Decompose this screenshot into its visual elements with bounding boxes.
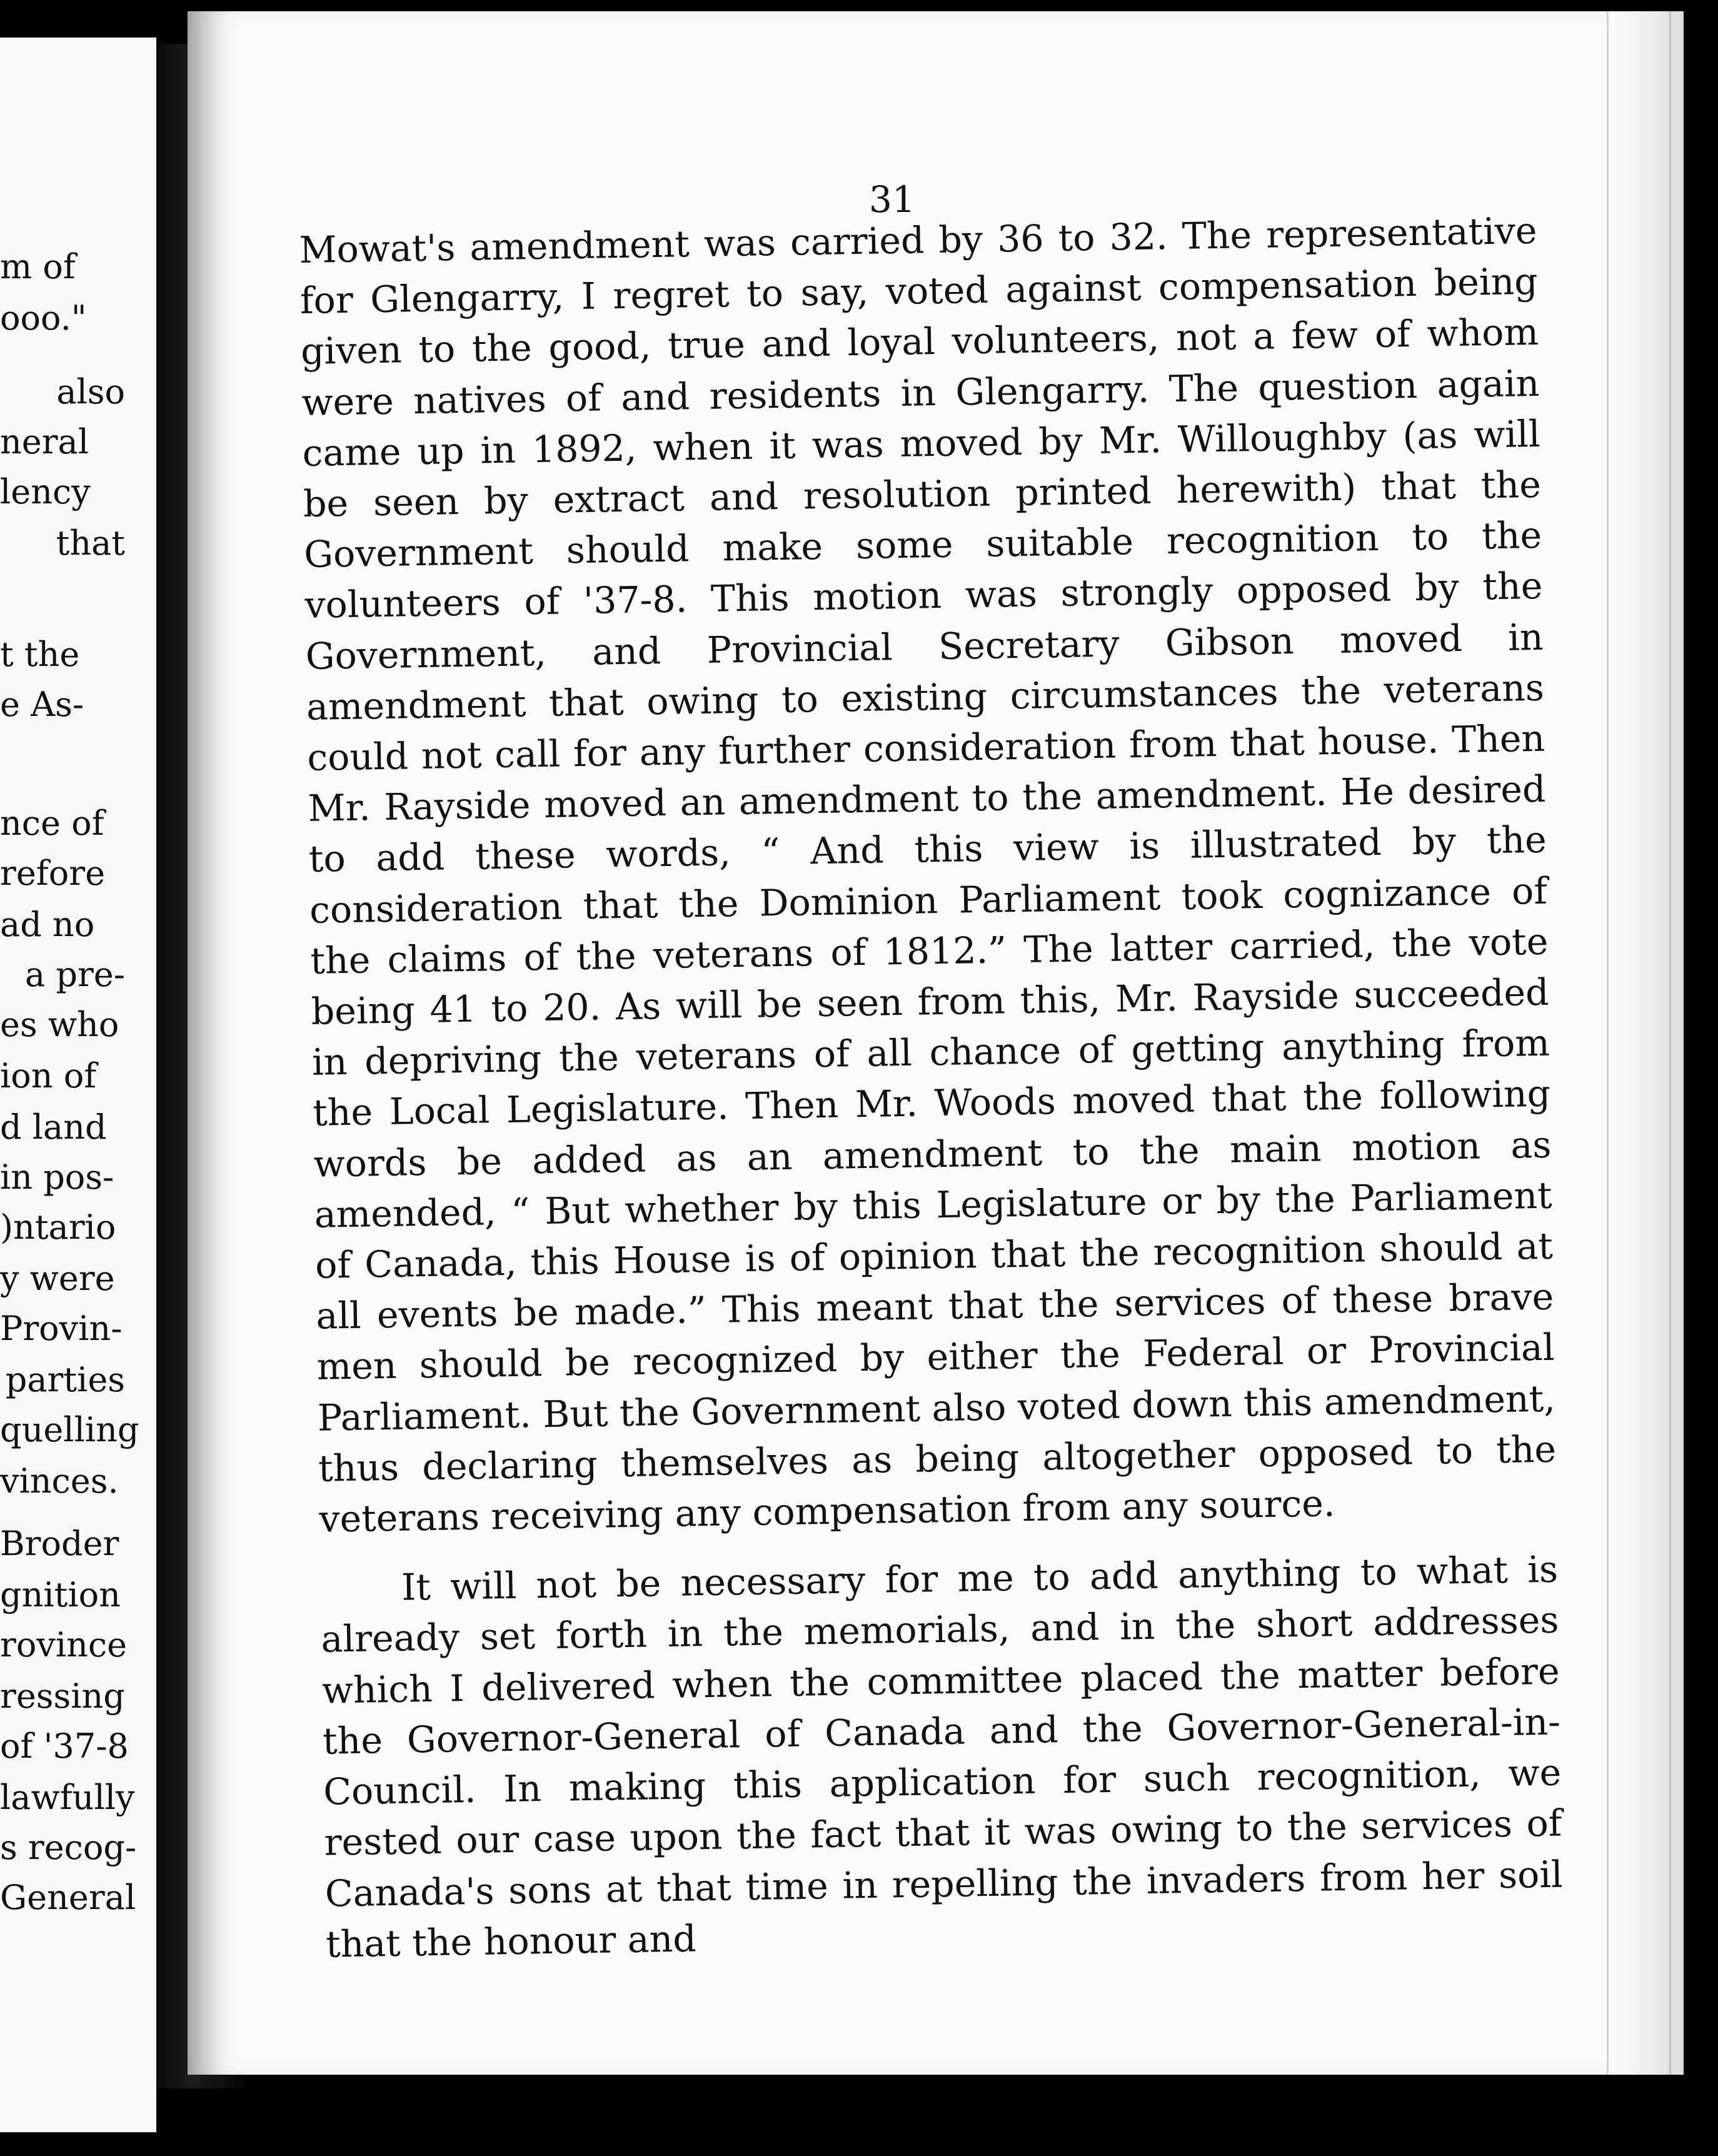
left-page-fragment: y were: [0, 1259, 115, 1298]
left-page-fragment: t the: [0, 635, 80, 674]
left-page-fragment: lawfully: [0, 1778, 135, 1817]
left-page-fragment: neral: [0, 422, 89, 461]
left-page-fragment: m of: [0, 247, 76, 286]
left-page-fragment: e As-: [0, 685, 84, 724]
body-text: [299, 206, 1564, 1970]
left-page-fragment: ion of: [0, 1056, 97, 1096]
left-page-fragment: d land: [0, 1107, 107, 1147]
left-page-fragment: lency: [0, 472, 91, 511]
paragraph-1: Mowat's amendment was carried by 36 to 32. The representative for Glengarry, I regret to say, voted against compensation being given to the good, true and loyal volunteers, not a few of whom were natives of and residents in Glengarry. The question again came up in 1892, when it was moved by Mr. Willoughby (as will be seen by extract and resolution printed herewith) that the Government should make some suitable recognition to the volunteers of '37-8. This motion was strongly opposed by the Government, and Provincial Secretary Gibson moved in amendment that owing to existing circumstances the veterans could not call for any further consideration from that house. Then Mr. Rayside moved an amendment to the amendment. He desired to add these words, “ And this view is illustrated by the consideration that the Dominion Parliament took cognizance of the claims of the veterans of 1812.” The latter carried, the vote being 41 to 20. As will be seen from this, Mr. Rayside succeeded in depriving the veterans of all chance of getting anything from the Local Legislature. Then Mr. Woods moved that the following words be added as an amendment to the main motion as amended, “ But whether by this Legislature or by the Parliament of Canada, this House is of opinion that the recognition should at all events be made.” This meant that the services of these brave men should be recognized by either the Federal or Provincial Parliament. But the Government also voted down this amendment, thus declaring themselves as being altogether opposed to the veterans receiving any compensation from any source.: [299, 209, 1557, 1541]
page-edge: [1607, 11, 1684, 2075]
left-page-fragment: a pre-: [25, 955, 125, 994]
left-page-fragment: ad no: [0, 905, 95, 944]
left-page-fragment: ressing: [0, 1676, 125, 1716]
left-page-fragment: es who: [0, 1005, 119, 1044]
left-page-fragment: s recog-: [0, 1828, 137, 1867]
left-page-fragment: that: [56, 523, 125, 563]
left-page-fragment: Provin-: [0, 1309, 123, 1348]
left-page-fragment: Broder: [0, 1524, 119, 1563]
left-page-fragment: also: [56, 372, 125, 411]
left-page-fragment: gnition: [0, 1575, 121, 1614]
left-page-fragment: ooo.": [0, 298, 87, 338]
left-page-fragment: of '37-8: [0, 1726, 129, 1766]
paragraph-2: It will not be necessary for me to add anything to what is already set forth in the memorials, and in the short addresses which I delivered when the committee placed the matter before the Governor-General of Canada and the Governor-General-in-Council. In making this application for such recognition, we rested our case upon the fact that it was owing to the services of Canada's sons at that time in repelling the invaders from her soil that the honour and: [321, 1548, 1564, 1966]
left-page-fragment: nce of: [0, 803, 104, 843]
left-page-fragment: parties: [5, 1360, 125, 1399]
page-number: 31: [869, 178, 915, 221]
left-page-fragment: in pos-: [0, 1157, 114, 1197]
left-page-fragment: vinces.: [0, 1461, 119, 1501]
facing-page-left: [0, 38, 156, 2132]
left-page-fragment: rovince: [0, 1625, 128, 1665]
left-page-fragment: General: [0, 1878, 136, 1917]
left-page-fragment: refore: [0, 854, 106, 893]
left-page-fragment: quelling: [0, 1410, 139, 1449]
left-page-fragment: )ntario: [0, 1207, 116, 1247]
